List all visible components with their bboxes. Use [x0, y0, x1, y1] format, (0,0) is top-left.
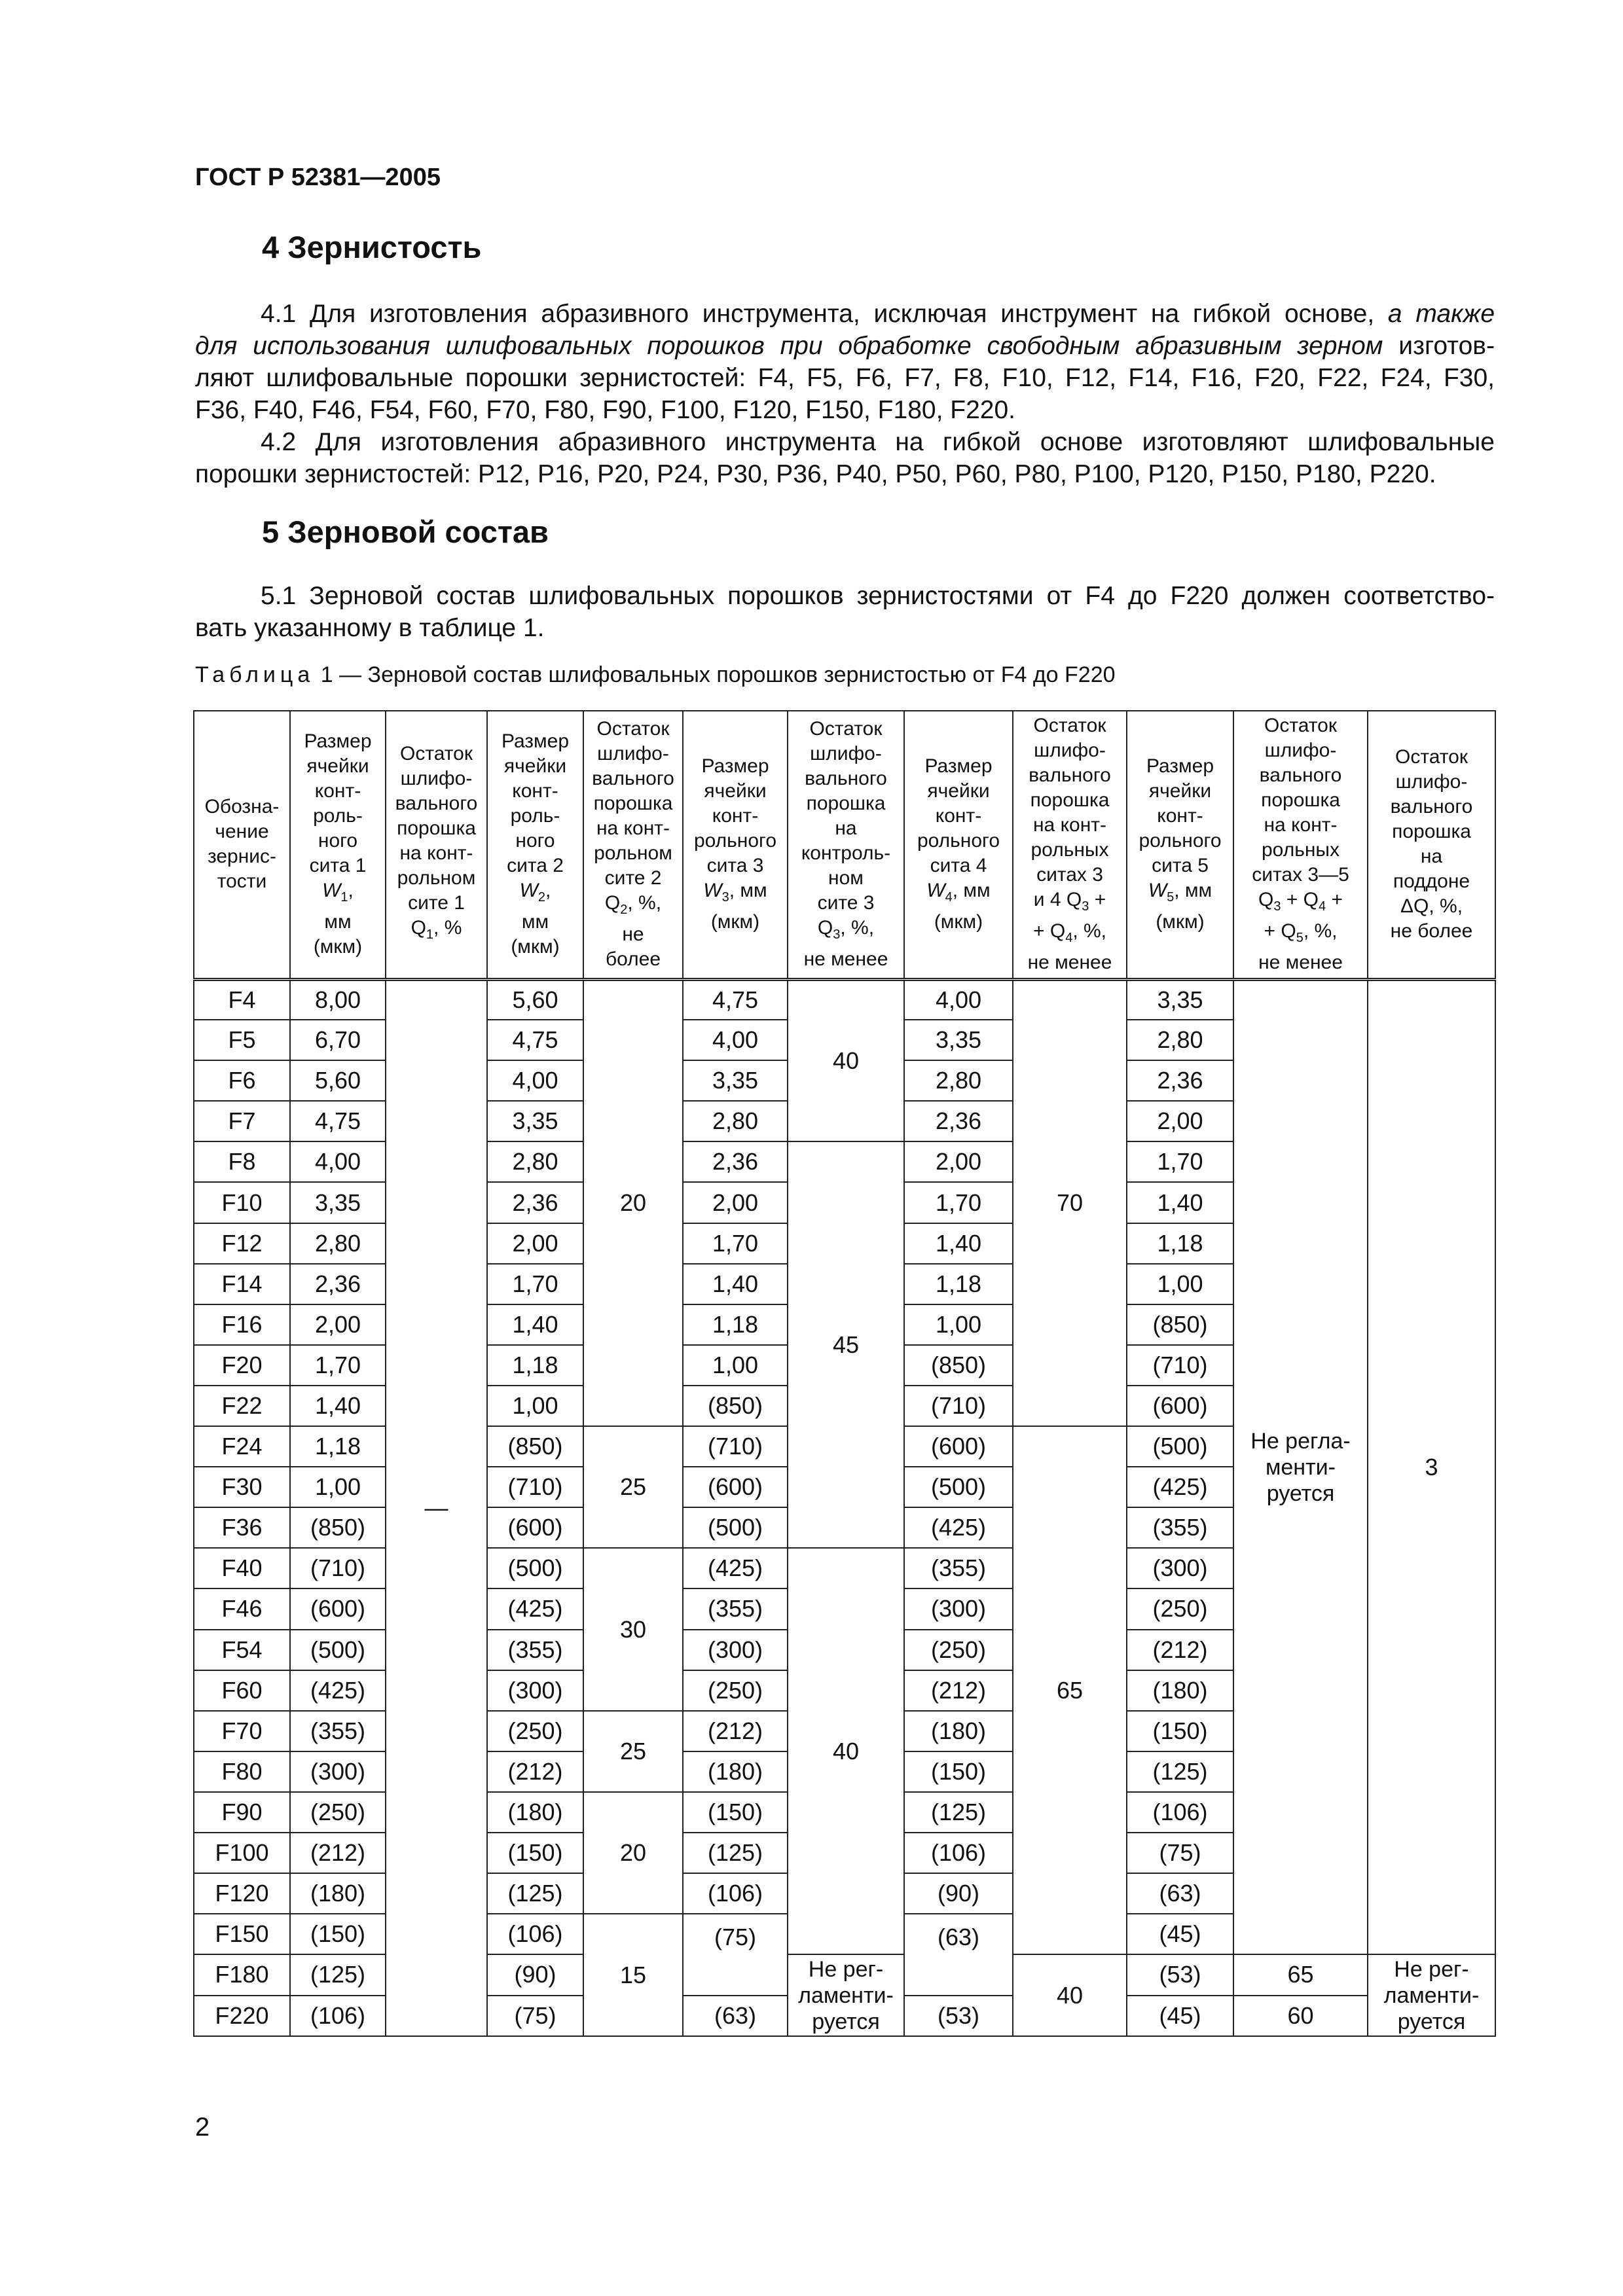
- cell-q3-q5: 60: [1233, 1996, 1368, 2036]
- cell-w5: 1,70: [1127, 1141, 1233, 1182]
- cell-designation: F60: [194, 1670, 290, 1711]
- cell-designation: F30: [194, 1467, 290, 1507]
- p51-line-2: вать указанному в таблице 1.: [195, 614, 545, 642]
- cell-w4: (250): [904, 1630, 1013, 1670]
- cell-w4: (500): [904, 1467, 1013, 1507]
- cell-w2: (500): [487, 1548, 583, 1588]
- cell-w1: 2,36: [290, 1264, 386, 1304]
- paragraph-4-1: [195, 298, 1495, 426]
- cell-w5: (710): [1127, 1345, 1233, 1386]
- cell-w1: (355): [290, 1711, 386, 1751]
- section-5-heading: 5 Зерновой состав: [262, 514, 549, 549]
- cell-w2: 1,40: [487, 1304, 583, 1345]
- cell-w5: 2,36: [1127, 1060, 1233, 1101]
- cell-w3: 1,70: [683, 1223, 788, 1264]
- cell-w2: 5,60: [487, 979, 583, 1020]
- cell-q3-q4: 40: [1013, 1954, 1127, 2036]
- cell-w4: 1,00: [904, 1304, 1013, 1345]
- table-caption-text: 1 — Зерновой состав шлифовальных порошков зернистостью от F4 до F220: [314, 662, 1116, 687]
- cell-w5: (53): [1127, 1954, 1233, 1995]
- cell-w4: (150): [904, 1751, 1013, 1792]
- cell-dq: Не рег- ламенти- руется: [1368, 1954, 1495, 2036]
- cell-q2: 15: [583, 1914, 683, 2036]
- cell-w4: (300): [904, 1588, 1013, 1629]
- cell-w1: 6,70: [290, 1020, 386, 1060]
- cell-w5: (300): [1127, 1548, 1233, 1588]
- cell-w5: (212): [1127, 1630, 1233, 1670]
- table-caption-prefix: Таблица: [195, 662, 315, 687]
- cell-w3: (180): [683, 1751, 788, 1792]
- cell-w3: (75): [683, 1914, 788, 1995]
- cell-w4: 3,35: [904, 1020, 1013, 1060]
- p42-line-2: порошки зернистостей: P12, P16, P20, P24, P30, P36, P40, P50, P60, P80, P100, P120, P150, P180, P220.: [195, 460, 1436, 488]
- cell-w1: (600): [290, 1588, 386, 1629]
- cell-w2: (600): [487, 1507, 583, 1548]
- column-header-9: Остаток шлифо- вального порошка на конт- рольных ситах 3 и 4 $Q_3$ + + $Q_4$, %, не менее: [1013, 711, 1127, 979]
- cell-w1: (180): [290, 1873, 386, 1914]
- cell-designation: F4: [194, 979, 290, 1020]
- cell-w1: (212): [290, 1833, 386, 1873]
- cell-w4: 1,18: [904, 1264, 1013, 1304]
- cell-w1: (850): [290, 1507, 386, 1548]
- cell-designation: F16: [194, 1304, 290, 1345]
- cell-w3: (250): [683, 1670, 788, 1711]
- cell-designation: F12: [194, 1223, 290, 1264]
- cell-w3: (500): [683, 1507, 788, 1548]
- cell-designation: F150: [194, 1914, 290, 1954]
- cell-designation: F100: [194, 1833, 290, 1873]
- cell-w1: 5,60: [290, 1060, 386, 1101]
- cell-designation: F90: [194, 1792, 290, 1833]
- p41-line-3: ляют шлифовальные порошки зернистостей: F4, F5, F6, F7, F8, F10, F12, F14, F16, F20, F22, F24, F30,: [195, 364, 1495, 392]
- p41-line-1: 4.1 Для изготовления абразивного инструмента, исключая инструмент на гибкой основе, а также: [261, 300, 1495, 328]
- cell-w5: (45): [1127, 1914, 1233, 1954]
- cell-w5: 2,80: [1127, 1020, 1233, 1060]
- cell-w4: 2,00: [904, 1141, 1013, 1182]
- cell-w1: 1,18: [290, 1426, 386, 1467]
- cell-designation: F120: [194, 1873, 290, 1914]
- grain-composition-table: [193, 710, 1496, 2037]
- cell-q3: 40: [788, 1548, 904, 1954]
- cell-w3: (125): [683, 1833, 788, 1873]
- cell-w1: 3,35: [290, 1182, 386, 1223]
- cell-w3: 1,00: [683, 1345, 788, 1386]
- cell-w5: 1,00: [1127, 1264, 1233, 1304]
- cell-w5: (106): [1127, 1792, 1233, 1833]
- cell-w5: (180): [1127, 1670, 1233, 1711]
- cell-w2: 2,80: [487, 1141, 583, 1182]
- cell-w2: 2,36: [487, 1182, 583, 1223]
- cell-w4: (355): [904, 1548, 1013, 1588]
- cell-w3: 3,35: [683, 1060, 788, 1101]
- column-header-7: Остаток шлифо- вального порошка на контроль- ном сите 3 $Q_3$, %, не менее: [788, 711, 904, 979]
- cell-designation: F8: [194, 1141, 290, 1182]
- cell-w2: (425): [487, 1588, 583, 1629]
- cell-w2: (355): [487, 1630, 583, 1670]
- cell-w5: (250): [1127, 1588, 1233, 1629]
- cell-w4: (212): [904, 1670, 1013, 1711]
- cell-q3-q4: 65: [1013, 1426, 1127, 1954]
- cell-q3: 40: [788, 979, 904, 1141]
- cell-w4: (850): [904, 1345, 1013, 1386]
- cell-w1: 4,75: [290, 1101, 386, 1141]
- cell-designation: F24: [194, 1426, 290, 1467]
- cell-w1: (300): [290, 1751, 386, 1792]
- cell-w2: (180): [487, 1792, 583, 1833]
- cell-designation: F7: [194, 1101, 290, 1141]
- cell-q3: 45: [788, 1141, 904, 1548]
- column-header-8: Размер ячейки конт- рольного сита 4 $W_4$, мм (мкм): [904, 711, 1013, 979]
- cell-q2: 20: [583, 979, 683, 1426]
- cell-w3: 2,00: [683, 1182, 788, 1223]
- cell-w2: (250): [487, 1711, 583, 1751]
- cell-w5: (75): [1127, 1833, 1233, 1873]
- cell-w5: (425): [1127, 1467, 1233, 1507]
- cell-q3: Не рег- ламенти- руется: [788, 1954, 904, 2036]
- cell-w1: 8,00: [290, 979, 386, 1020]
- cell-w3: 1,40: [683, 1264, 788, 1304]
- cell-w1: (150): [290, 1914, 386, 1954]
- cell-w3: 2,80: [683, 1101, 788, 1141]
- cell-designation: F20: [194, 1345, 290, 1386]
- cell-w1: (250): [290, 1792, 386, 1833]
- cell-w5: (355): [1127, 1507, 1233, 1548]
- cell-w5: (600): [1127, 1386, 1233, 1426]
- cell-q2: 25: [583, 1426, 683, 1548]
- cell-w3: (600): [683, 1467, 788, 1507]
- table-row: [194, 979, 1495, 1020]
- cell-w4: 1,40: [904, 1223, 1013, 1264]
- cell-w3: 4,00: [683, 1020, 788, 1060]
- cell-w4: (63): [904, 1914, 1013, 1995]
- cell-w4: (180): [904, 1711, 1013, 1751]
- cell-w3: 4,75: [683, 979, 788, 1020]
- cell-w2: 1,18: [487, 1345, 583, 1386]
- cell-w5: (150): [1127, 1711, 1233, 1751]
- cell-dq: 3: [1368, 979, 1495, 1954]
- cell-w1: (500): [290, 1630, 386, 1670]
- cell-w1: 1,70: [290, 1345, 386, 1386]
- cell-w3: 2,36: [683, 1141, 788, 1182]
- column-header-11: Остаток шлифо- вального порошка на конт- рольных ситах 3—5 $Q_3 + Q_4$ + + $Q_5$, %, не менее: [1233, 711, 1368, 979]
- cell-w5: (45): [1127, 1996, 1233, 2036]
- cell-designation: F220: [194, 1996, 290, 2036]
- cell-w2: (150): [487, 1833, 583, 1873]
- p51-line-1: 5.1 Зерновой состав шлифовальных порошков зернистостями от F4 до F220 должен соответство-: [261, 582, 1495, 610]
- cell-w3: (850): [683, 1386, 788, 1426]
- table-caption: [195, 662, 1116, 688]
- cell-w3: (212): [683, 1711, 788, 1751]
- cell-designation: F10: [194, 1182, 290, 1223]
- cell-w1: 2,80: [290, 1223, 386, 1264]
- cell-w4: (125): [904, 1792, 1013, 1833]
- cell-w1: 4,00: [290, 1141, 386, 1182]
- p41-line-4: F36, F40, F46, F54, F60, F70, F80, F90, F100, F120, F150, F180, F220.: [195, 396, 1015, 424]
- cell-w4: (53): [904, 1996, 1013, 2036]
- cell-designation: F80: [194, 1751, 290, 1792]
- cell-w3: (63): [683, 1996, 788, 2036]
- cell-w2: 1,70: [487, 1264, 583, 1304]
- cell-w5: (125): [1127, 1751, 1233, 1792]
- column-header-12: Остаток шлифо- вального порошка на поддоне ΔQ, %, не более: [1368, 711, 1495, 979]
- cell-q3-q5: 65: [1233, 1954, 1368, 1995]
- p41-line-2: для использования шлифовальных порошков при обработке свободным абразивным зерном изготов-: [195, 332, 1495, 360]
- cell-w4: 2,36: [904, 1101, 1013, 1141]
- cell-w1: 1,40: [290, 1386, 386, 1426]
- cell-designation: F6: [194, 1060, 290, 1101]
- cell-w1: (425): [290, 1670, 386, 1711]
- cell-w4: (425): [904, 1507, 1013, 1548]
- column-header-6: Размер ячейки конт- рольного сита 3 $W_3$, мм (мкм): [683, 711, 788, 979]
- cell-w1: (106): [290, 1996, 386, 2036]
- cell-w3: (355): [683, 1588, 788, 1629]
- cell-w2: 4,75: [487, 1020, 583, 1060]
- cell-designation: F54: [194, 1630, 290, 1670]
- cell-designation: F36: [194, 1507, 290, 1548]
- cell-w4: 2,80: [904, 1060, 1013, 1101]
- cell-w4: 4,00: [904, 979, 1013, 1020]
- paragraph-5-1: [195, 580, 1495, 644]
- cell-w2: (212): [487, 1751, 583, 1792]
- cell-w2: (710): [487, 1467, 583, 1507]
- cell-w1: 2,00: [290, 1304, 386, 1345]
- cell-w3: (106): [683, 1873, 788, 1914]
- cell-q1: —: [386, 979, 487, 2036]
- table-header-row: [194, 711, 1495, 979]
- cell-designation: F70: [194, 1711, 290, 1751]
- cell-w3: (150): [683, 1792, 788, 1833]
- cell-q2: 30: [583, 1548, 683, 1710]
- paragraph-4-2: [195, 426, 1495, 490]
- cell-w4: (106): [904, 1833, 1013, 1873]
- column-header-4: Размер ячейки конт- роль- ного сита 2 $W_2$, мм (мкм): [487, 711, 583, 979]
- cell-w5: 2,00: [1127, 1101, 1233, 1141]
- cell-w2: (850): [487, 1426, 583, 1467]
- cell-w1: 1,00: [290, 1467, 386, 1507]
- cell-w5: 3,35: [1127, 979, 1233, 1020]
- cell-w3: (300): [683, 1630, 788, 1670]
- cell-w4: 1,70: [904, 1182, 1013, 1223]
- cell-designation: F40: [194, 1548, 290, 1588]
- cell-w2: (106): [487, 1914, 583, 1954]
- cell-w1: (710): [290, 1548, 386, 1588]
- cell-designation: F180: [194, 1954, 290, 1995]
- cell-designation: F22: [194, 1386, 290, 1426]
- cell-designation: F46: [194, 1588, 290, 1629]
- cell-q2: 20: [583, 1792, 683, 1914]
- cell-w2: (125): [487, 1873, 583, 1914]
- column-header-1: Обозна- чение зернис- тости: [194, 711, 290, 979]
- cell-w3: (710): [683, 1426, 788, 1467]
- section-4-heading: 4 Зернистость: [262, 230, 482, 264]
- cell-w4: (710): [904, 1386, 1013, 1426]
- column-header-5: Остаток шлифо- вального порошка на конт- рольном сите 2 $Q_2$, %, не более: [583, 711, 683, 979]
- cell-w1: (125): [290, 1954, 386, 1995]
- cell-w2: 1,00: [487, 1386, 583, 1426]
- cell-w5: (63): [1127, 1873, 1233, 1914]
- cell-w3: (425): [683, 1548, 788, 1588]
- cell-q2: 25: [583, 1711, 683, 1792]
- cell-w2: (75): [487, 1996, 583, 2036]
- cell-w5: (850): [1127, 1304, 1233, 1345]
- cell-w3: 1,18: [683, 1304, 788, 1345]
- cell-q3-q5: Не регла- менти- руется: [1233, 979, 1368, 1954]
- page-number: 2: [195, 2113, 210, 2142]
- cell-w2: 2,00: [487, 1223, 583, 1264]
- cell-w2: 3,35: [487, 1101, 583, 1141]
- document-code: ГОСТ Р 52381—2005: [195, 164, 441, 191]
- column-header-3: Остаток шлифо- вального порошка на конт- рольном сите 1 $Q_1$, %: [386, 711, 487, 979]
- column-header-2: Размер ячейки конт- роль- ного сита 1 $W_1$, мм (мкм): [290, 711, 386, 979]
- cell-w2: 4,00: [487, 1060, 583, 1101]
- cell-w5: 1,40: [1127, 1182, 1233, 1223]
- cell-w5: 1,18: [1127, 1223, 1233, 1264]
- cell-designation: F14: [194, 1264, 290, 1304]
- cell-q3-q4: 70: [1013, 979, 1127, 1426]
- cell-w4: (600): [904, 1426, 1013, 1467]
- cell-w2: (300): [487, 1670, 583, 1711]
- cell-w2: (90): [487, 1954, 583, 1995]
- column-header-10: Размер ячейки конт- рольного сита 5 $W_5$, мм (мкм): [1127, 711, 1233, 979]
- cell-w4: (90): [904, 1873, 1013, 1914]
- cell-w5: (500): [1127, 1426, 1233, 1467]
- p42-line-1: 4.2 Для изготовления абразивного инструмента на гибкой основе изготовляют шлифовальные: [261, 428, 1495, 456]
- cell-designation: F5: [194, 1020, 290, 1060]
